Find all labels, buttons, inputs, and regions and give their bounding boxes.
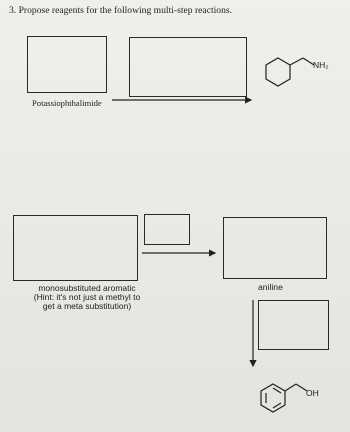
- starting-material-label-1: Potassiophthalimide: [32, 98, 102, 108]
- hint-line-2: (Hint: it's not just a methyl to: [33, 292, 141, 302]
- hint-line-1: monosubstituted aromatic: [38, 283, 136, 293]
- question-heading: 3. Propose reagents for the following multi-step reactions.: [9, 5, 233, 16]
- hydroxy-product-structure: [261, 384, 307, 412]
- cyclohexylmethylamine-structure: [266, 58, 314, 86]
- hydroxyl-label: OH: [306, 388, 319, 398]
- hint-line-3: get a meta substitution): [42, 301, 132, 311]
- amine-label: NH₂: [313, 60, 329, 70]
- aniline-label: aniline: [258, 282, 283, 292]
